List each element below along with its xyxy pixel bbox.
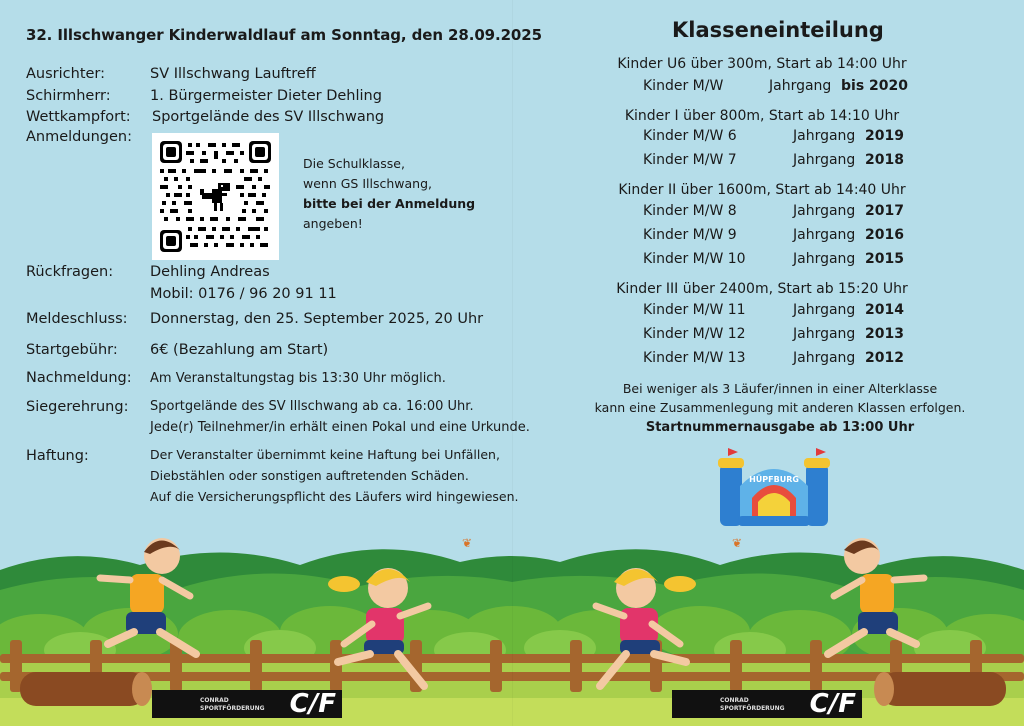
siegerehrung-label: Siegerehrung: [26, 399, 129, 415]
class-jahrgang: Jahrgang [769, 78, 832, 94]
class-jahrgang: Jahrgang [793, 227, 856, 243]
class-row [643, 302, 904, 318]
class-row [643, 203, 904, 219]
class-jahrgang: Jahrgang [793, 203, 856, 219]
class-row [643, 152, 904, 168]
class-row [643, 251, 904, 267]
qr-code-icon [160, 141, 271, 252]
class-jahrgang: Jahrgang [793, 326, 856, 342]
class-row [643, 227, 904, 243]
category-k3-header: Kinder III über 2400m, Start ab 15:20 Uhr [616, 281, 908, 297]
class-jahrgang: Jahrgang [793, 350, 856, 366]
haftung-line: Auf die Versicherungspflicht des Läufers wird hingewiesen. [150, 489, 519, 504]
class-year: 2013 [865, 326, 904, 342]
rueckfragen-mobil[interactable]: Mobil: 0176 / 96 20 91 11 [150, 286, 337, 302]
haftung-label: Haftung: [26, 448, 89, 464]
schirmherr-value: 1. Bürgermeister Dieter Dehling [150, 88, 382, 104]
class-year: 2015 [865, 251, 904, 267]
class-jahrgang: Jahrgang [793, 128, 856, 144]
sponsor-logo-left [152, 690, 342, 718]
class-name: Kinder M/W 7 [643, 152, 737, 168]
sponsor-name: CONRAD SPORTFÖRDERUNG [720, 697, 785, 712]
class-row [643, 350, 904, 366]
class-year: 2019 [865, 128, 904, 144]
bouncy-castle-image [714, 446, 834, 528]
sponsor-mark: C/F [809, 689, 856, 719]
event-headline: 32. Illschwanger Kinderwaldlauf am Sonntag, den 28.09.2025 [26, 26, 542, 44]
haftung-line: Der Veranstalter übernimmt keine Haftung bei Unfällen, [150, 447, 500, 462]
siegerehrung-line: Jede(r) Teilnehmer/in erhält einen Pokal und eine Urkunde. [150, 420, 530, 435]
class-year: 2018 [865, 152, 904, 168]
nachmeldung-label: Nachmeldung: [26, 370, 132, 386]
sponsor-mark: C/F [289, 689, 336, 719]
startgebuehr-label: Startgebühr: [26, 342, 118, 358]
class-jahrgang: Jahrgang [793, 152, 856, 168]
haftung-line: Diebstählen oder sonstigen auftretenden Schäden. [150, 468, 469, 483]
wettkampfort-label: Wettkampfort: [26, 109, 131, 125]
class-name: Kinder M/W 12 [643, 326, 746, 342]
rueckfragen-label: Rückfragen: [26, 264, 114, 280]
anmeldungen-label: Anmeldungen: [26, 129, 132, 145]
class-name: Kinder M/W 13 [643, 350, 746, 366]
class-year: bis 2020 [841, 78, 908, 94]
butterfly-icon: ❦ [732, 536, 743, 550]
merge-note-line: kann eine Zusammenlegung mit anderen Klassen erfolgen. [594, 400, 966, 415]
schul-note-line: wenn GS Illschwang, [303, 176, 432, 191]
klasseneinteilung-title: Klasseneinteilung [672, 18, 884, 42]
category-u6-header: Kinder U6 über 300m, Start ab 14:00 Uhr [617, 56, 907, 72]
schirmherr-label: Schirmherr: [26, 88, 111, 104]
class-year: 2012 [865, 350, 904, 366]
class-row [643, 128, 904, 144]
class-name: Kinder M/W 11 [643, 302, 746, 318]
class-row [643, 78, 908, 94]
class-year: 2014 [865, 302, 904, 318]
siegerehrung-line: Sportgelände des SV Illschwang ab ca. 16:00 Uhr. [150, 399, 474, 414]
merge-note [580, 379, 980, 417]
schulklasse-note [303, 154, 475, 234]
class-year: 2017 [865, 203, 904, 219]
ausrichter-value: SV Illschwang Lauftreff [150, 66, 316, 82]
category-k1-header: Kinder I über 800m, Start ab 14:10 Uhr [624, 108, 900, 124]
schul-note-line: Die Schulklasse, [303, 156, 405, 171]
schul-note-line: angeben! [303, 216, 363, 231]
wettkampfort-value: Sportgelände des SV Illschwang [152, 109, 385, 125]
class-name: Kinder M/W 6 [643, 128, 737, 144]
class-name: Kinder M/W 10 [643, 251, 746, 267]
ausrichter-label: Ausrichter: [26, 66, 106, 82]
class-name: Kinder M/W 9 [643, 227, 737, 243]
class-row [643, 326, 904, 342]
category-k2-header: Kinder II über 1600m, Start ab 14:40 Uhr [618, 182, 906, 198]
registration-qr-code[interactable] [152, 133, 279, 260]
huepfburg-label: HÜPFBURG [749, 475, 799, 484]
startgebuehr-value: 6€ (Bezahlung am Start) [150, 342, 329, 358]
class-jahrgang: Jahrgang [793, 251, 856, 267]
nachmeldung-value: Am Veranstaltungstag bis 13:30 Uhr möglich. [150, 371, 446, 386]
sponsor-name: CONRAD SPORTFÖRDERUNG [200, 697, 265, 712]
class-year: 2016 [865, 227, 904, 243]
meldeschluss-value: Donnerstag, den 25. September 2025, 20 Uhr [150, 311, 484, 327]
fold-line [512, 0, 513, 726]
sponsor-logo-right [672, 690, 862, 718]
class-name: Kinder M/W [643, 78, 724, 94]
butterfly-icon: ❦ [462, 536, 473, 550]
class-jahrgang: Jahrgang [793, 302, 856, 318]
rueckfragen-name: Dehling Andreas [150, 264, 270, 280]
haftung-value [150, 444, 519, 507]
startnummer-note: Startnummernausgabe ab 13:00 Uhr [645, 420, 915, 435]
schul-note-line-bold: bitte bei der Anmeldung [303, 196, 476, 211]
meldeschluss-label: Meldeschluss: [26, 311, 128, 327]
siegerehrung-value [150, 396, 530, 438]
merge-note-line: Bei weniger als 3 Läufer/innen in einer Alterklasse [622, 381, 938, 396]
class-name: Kinder M/W 8 [643, 203, 737, 219]
